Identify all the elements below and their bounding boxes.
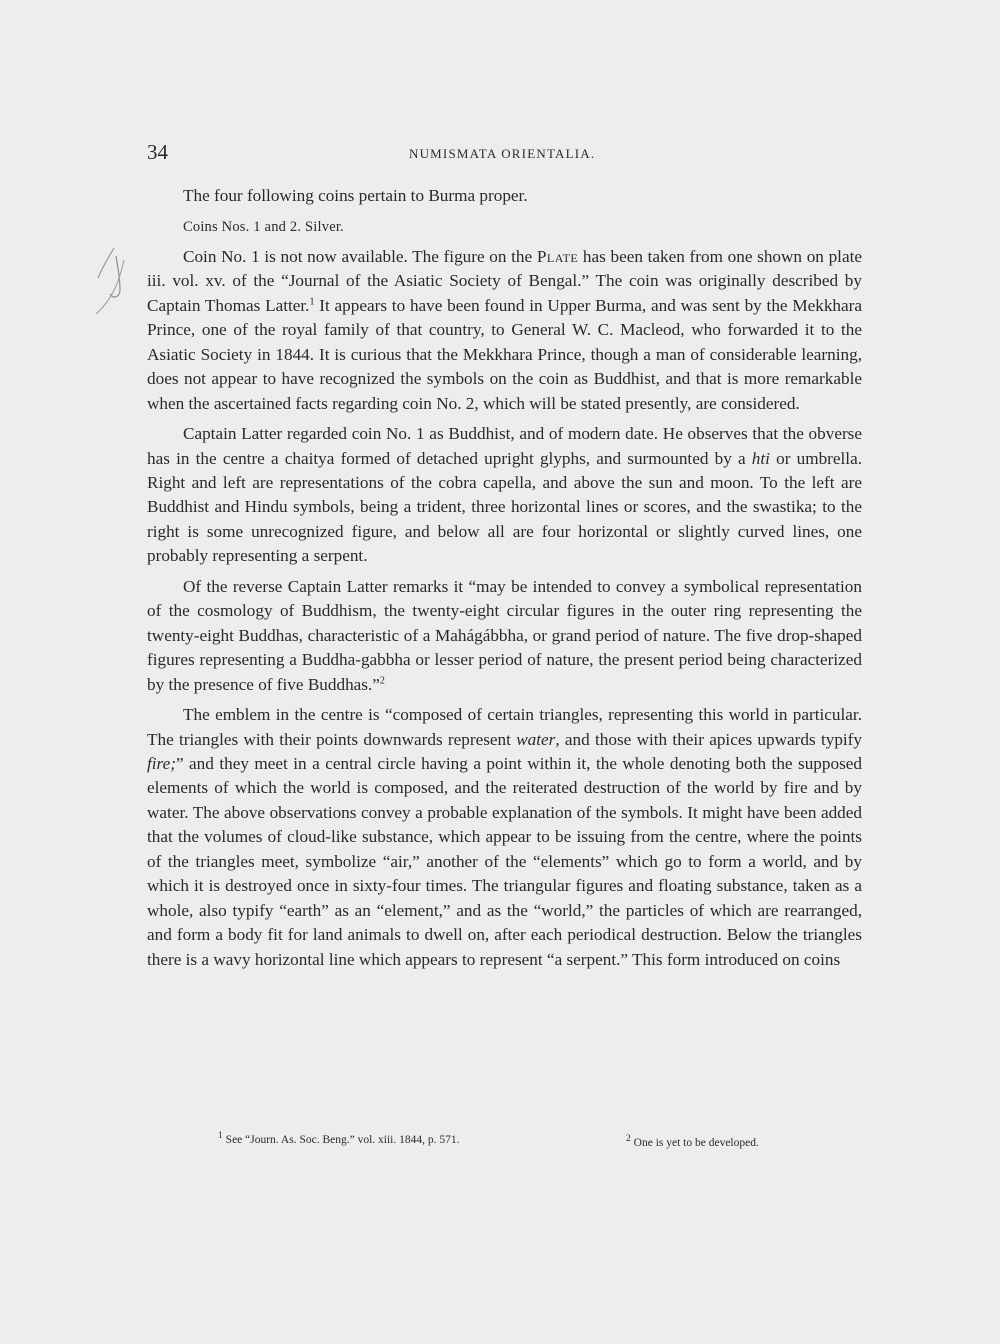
footnote-ref-2: 2: [379, 674, 385, 686]
page-header: [147, 140, 862, 170]
page-number: 34: [147, 140, 168, 164]
footnote-2: [626, 1133, 759, 1149]
footnote-ref-1: 1: [309, 296, 315, 308]
plate-word: Plate: [536, 246, 579, 266]
pencil-annotation-mark: [90, 238, 138, 318]
footnote-mark: 2: [626, 1133, 631, 1144]
main-text: [147, 184, 862, 972]
italic-term: water: [516, 729, 556, 749]
text-run: or umbrella. Right and left are representations of the cobra capella, and above the sun and moon. To the left are Buddhist and Hindu symbols, being a trident, three horizontal lines or scores, and the swastika; to the right is some unrecognized figure, and below all are four horizontal or slightly curved lines, one probably representing a serpent.: [147, 448, 862, 566]
text-run: Captain Latter regarded coin No. 1 as Buddhist, and of modern date. He observes that the obverse has in the centre a chaitya formed of detached upright glyphs, and surmounted by a: [147, 424, 862, 468]
footnote-text: One is yet to be developed.: [630, 1136, 759, 1149]
footnote-text: See “Journ. As. Soc. Beng.” vol. xiii. 1844, p. 571.: [222, 1133, 460, 1146]
text-run: ” and they meet in a central circle having a point within it, the whole denoting both the supposed elements of which the world is composed, and the reiterated destruction of the world by fire and by water. The above observations convey a probable explanation of the symbols. It might have been added that the volumes of cloud-like substance, which appear to be issuing from the centre, where the points of the triangles meet, symbolize “air,” another of the “elements” which go to form a world, and by which it is destroyed once in sixty-four times. The triangular figures and floating substance, taken as a whole, also typify “earth” as an “element,” and as the “world,” the particles of which are rearranged, and form a body fit for land animals to dwell on, after each periodical destruction. Below the triangles there is a wavy horizontal line which appears to represent “a serpent.” This form introduced on coins: [147, 753, 862, 969]
footnotes: [218, 1130, 808, 1152]
footnote-1: [218, 1130, 460, 1146]
section-subheading: Coins Nos. 1 and 2. Silver.: [183, 219, 344, 236]
italic-term: hti: [751, 448, 770, 468]
italic-term: fire;: [147, 753, 176, 773]
footnote-mark: 1: [218, 1130, 223, 1141]
paragraph-reverse: [147, 575, 862, 697]
paragraph-emblem: [147, 703, 862, 972]
text-run: has been taken from one shown on plate iii. vol. xv. of the “Journal of the Asiatic Society of Bengal.” The coin was originally described by Captain Thomas Latter.: [147, 246, 862, 315]
text-run: Of the reverse Captain Latter remarks it “may be intended to convey a symbolical representation of the cosmology of Buddhism, the twenty-eight circular figures in the outer ring representing the twenty-eight Buddhas, characteristic of a Mahágábbha, or grand period of nature. The five drop-shaped figures representing a Buddha-gabbha or lesser period of nature, the present period being characterized by the presence of five Buddhas.”: [147, 576, 862, 694]
text-run: The emblem in the centre is “composed of certain triangles, representing this world in particular. The triangles with their points downwards represent: [147, 705, 862, 749]
text-run: Coin No. 1 is not now available. The figure on the: [183, 246, 537, 266]
intro-paragraph: The four following coins pertain to Burma proper.: [183, 186, 528, 205]
running-title: NUMISMATA ORIENTALIA.: [409, 146, 596, 161]
paragraph-latter-obverse: [147, 422, 862, 569]
text-run: , and those with their apices upwards typify: [555, 729, 862, 749]
text-run: It appears to have been found in Upper Burma, and was sent by the Mekkhara Prince, one of the royal family of that country, to General W. C. Macleod, who forwarded it to the Asiatic Society in 1844. It is curious that the Mekkhara Prince, though a man of considerable learning, does not appear to have recognized the symbols on the coin as Buddhist, and that is more remarkable when the ascertained facts regarding coin No. 2, which will be stated presently, are considered.: [147, 295, 862, 413]
paragraph-coin-1: [147, 245, 862, 416]
